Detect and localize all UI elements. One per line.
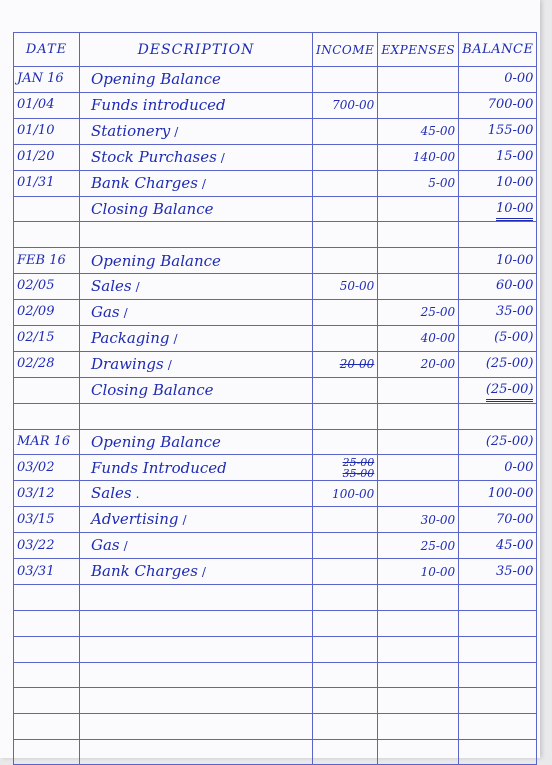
- check-tick-mark: /: [135, 279, 140, 294]
- cell-balance: [459, 636, 537, 662]
- description-text: Bank Charges: [91, 562, 198, 581]
- cell-date: 01/20: [14, 144, 80, 170]
- cell-description: [80, 403, 313, 429]
- ledger-row: [14, 144, 537, 170]
- cell-balance: [459, 273, 537, 299]
- ledger-row: [14, 455, 537, 481]
- cell-description: [80, 144, 313, 170]
- struck-income-value: 35-00: [342, 467, 375, 481]
- ledger-row: [14, 351, 537, 377]
- balance-value: 155-00: [487, 123, 534, 139]
- cell-date: [14, 688, 80, 714]
- cell-description: [80, 92, 313, 118]
- check-tick-mark: .: [135, 487, 140, 502]
- cell-income: [313, 67, 378, 93]
- description-text: [83, 226, 91, 244]
- cell-description: [80, 739, 313, 764]
- ledger-row: [14, 636, 537, 662]
- cell-date: FEB 16: [14, 248, 80, 274]
- description-text: Opening Balance: [91, 251, 221, 270]
- cell-balance: [459, 533, 537, 559]
- cell-balance: [459, 248, 537, 274]
- cell-balance: [459, 118, 537, 144]
- cell-description: [80, 507, 313, 533]
- ledger-row: [14, 688, 537, 714]
- check-tick-mark: /: [123, 539, 128, 554]
- cell-income: [313, 610, 378, 636]
- cell-income: [313, 636, 378, 662]
- balance-value: 35-00: [495, 304, 534, 320]
- description-text: Opening Balance: [91, 70, 221, 89]
- cell-date: JAN 16: [14, 67, 80, 93]
- description-text: Packaging: [91, 328, 170, 347]
- cell-income: [313, 92, 378, 118]
- cell-balance: [459, 144, 537, 170]
- cell-income: [313, 455, 378, 481]
- cell-date: [14, 377, 80, 403]
- description-text: [83, 640, 91, 658]
- cell-expenses: 10-00: [378, 559, 459, 585]
- cell-date: [14, 196, 80, 222]
- ledger-row: [14, 248, 537, 274]
- description-text: [83, 718, 91, 736]
- description-text: [83, 666, 91, 684]
- cell-description: [80, 248, 313, 274]
- cell-description: [80, 118, 313, 144]
- cell-expenses: [378, 688, 459, 714]
- ledger-row: [14, 222, 537, 248]
- cell-date: 03/22: [14, 533, 80, 559]
- cell-balance: [459, 170, 537, 196]
- ledger-row: [14, 739, 537, 764]
- cell-income: [313, 739, 378, 764]
- balance-value: 0-00: [504, 71, 534, 87]
- cell-date: 03/31: [14, 559, 80, 585]
- check-tick-mark: /: [201, 565, 206, 580]
- header-row: [14, 33, 537, 67]
- cell-description: [80, 299, 313, 325]
- ledger-row: [14, 273, 537, 299]
- cell-income: [313, 248, 378, 274]
- ledger-row: [14, 429, 537, 455]
- description-text: Drawings: [91, 354, 164, 373]
- description-text: Stock Purchases: [91, 147, 217, 166]
- balance-value: (25-00): [486, 381, 534, 402]
- description-text: Gas: [91, 536, 120, 555]
- income-value: 20-00: [339, 357, 375, 372]
- cell-date: 01/31: [14, 170, 80, 196]
- ledger-row: [14, 67, 537, 93]
- cell-balance: [459, 559, 537, 585]
- cell-balance: [459, 714, 537, 740]
- cell-description: [80, 585, 313, 611]
- cell-income: [313, 377, 378, 403]
- cell-balance: [459, 196, 537, 222]
- description-text: [83, 407, 91, 425]
- cell-date: [14, 714, 80, 740]
- description-text: Closing Balance: [91, 381, 214, 400]
- check-tick-mark: /: [123, 305, 128, 320]
- ledger-row: [14, 481, 537, 507]
- header-income: INCOME: [313, 33, 378, 67]
- cell-expenses: [378, 714, 459, 740]
- cell-description: [80, 662, 313, 688]
- cell-income: [313, 714, 378, 740]
- description-text: Stationery: [91, 121, 171, 140]
- description-text: [83, 614, 91, 632]
- cell-expenses: [378, 92, 459, 118]
- cell-expenses: 25-00: [378, 299, 459, 325]
- cell-income: [313, 559, 378, 585]
- ledger-row: [14, 714, 537, 740]
- cell-description: [80, 429, 313, 455]
- balance-value: 70-00: [495, 511, 534, 527]
- income-corrections: [343, 457, 375, 479]
- ledger-row: [14, 585, 537, 611]
- cell-description: [80, 455, 313, 481]
- cell-date: [14, 403, 80, 429]
- balance-value: 100-00: [487, 485, 534, 501]
- cell-expenses: [378, 403, 459, 429]
- cell-balance: [459, 222, 537, 248]
- cell-income: [313, 118, 378, 144]
- ledger-row: [14, 118, 537, 144]
- cell-date: [14, 222, 80, 248]
- cell-date: MAR 16: [14, 429, 80, 455]
- cell-balance: [459, 481, 537, 507]
- cell-description: [80, 273, 313, 299]
- balance-value: 10-00: [495, 175, 534, 191]
- cell-income: [313, 585, 378, 611]
- cell-expenses: [378, 222, 459, 248]
- description-text: Opening Balance: [91, 432, 221, 451]
- cell-expenses: 25-00: [378, 533, 459, 559]
- ledger-row: [14, 662, 537, 688]
- description-text: Closing Balance: [91, 199, 214, 218]
- cell-description: [80, 67, 313, 93]
- check-tick-mark: /: [220, 150, 225, 165]
- ledger-row: [14, 196, 537, 222]
- cell-description: [80, 559, 313, 585]
- cell-expenses: [378, 610, 459, 636]
- cell-description: [80, 196, 313, 222]
- cell-balance: [459, 377, 537, 403]
- cell-description: [80, 714, 313, 740]
- cell-income: [313, 481, 378, 507]
- cell-income: [313, 325, 378, 351]
- balance-value: 60-00: [495, 278, 534, 294]
- cell-expenses: 40-00: [378, 325, 459, 351]
- ledger-row: [14, 92, 537, 118]
- cell-balance: [459, 585, 537, 611]
- check-tick-mark: /: [167, 357, 172, 372]
- cell-description: [80, 610, 313, 636]
- cell-income: [313, 662, 378, 688]
- cell-expenses: [378, 455, 459, 481]
- cell-expenses: [378, 377, 459, 403]
- cell-description: [80, 351, 313, 377]
- ledger-table: [13, 32, 537, 765]
- ledger-row: [14, 507, 537, 533]
- header-expenses: EXPENSES: [378, 33, 459, 67]
- cell-description: [80, 325, 313, 351]
- cell-expenses: [378, 67, 459, 93]
- cell-description: [80, 170, 313, 196]
- cell-balance: [459, 429, 537, 455]
- cell-expenses: [378, 429, 459, 455]
- ledger-row: [14, 170, 537, 196]
- cell-income: [313, 196, 378, 222]
- income-value: 100-00: [332, 486, 375, 501]
- cell-balance: [459, 351, 537, 377]
- cell-date: 03/15: [14, 507, 80, 533]
- cell-balance: [459, 325, 537, 351]
- cell-balance: [459, 403, 537, 429]
- cell-income: [313, 170, 378, 196]
- ledger-row: [14, 533, 537, 559]
- cell-expenses: [378, 273, 459, 299]
- cell-income: [313, 299, 378, 325]
- cell-date: [14, 662, 80, 688]
- balance-value: 10-00: [495, 252, 534, 268]
- cell-expenses: 45-00: [378, 118, 459, 144]
- cell-income: [313, 351, 378, 377]
- cell-income: [313, 533, 378, 559]
- cell-date: 03/12: [14, 481, 80, 507]
- ledger-row: [14, 559, 537, 585]
- balance-value: 0-00: [504, 459, 534, 475]
- cell-expenses: [378, 585, 459, 611]
- description-text: Funds Introduced: [91, 458, 227, 477]
- cell-income: [313, 273, 378, 299]
- cell-description: [80, 222, 313, 248]
- cell-expenses: 140-00: [378, 144, 459, 170]
- ledger-row: [14, 299, 537, 325]
- cell-expenses: [378, 636, 459, 662]
- cell-date: 02/15: [14, 325, 80, 351]
- cell-date: [14, 636, 80, 662]
- cell-expenses: [378, 662, 459, 688]
- header-balance: BALANCE: [459, 33, 537, 67]
- balance-value: 10-00: [496, 200, 533, 221]
- cell-balance: [459, 455, 537, 481]
- description-text: Bank Charges: [91, 173, 198, 192]
- ledger-row: [14, 610, 537, 636]
- cell-description: [80, 688, 313, 714]
- ledger-body: [14, 67, 537, 765]
- header-date: DATE: [14, 33, 80, 67]
- balance-value: (25-00): [485, 356, 534, 372]
- cell-balance: [459, 739, 537, 764]
- balance-value: (5-00): [494, 330, 534, 346]
- description-text: Sales: [91, 276, 132, 295]
- cell-date: 03/02: [14, 455, 80, 481]
- header-description: DESCRIPTION: [80, 33, 313, 67]
- check-tick-mark: /: [173, 331, 178, 346]
- cell-description: [80, 481, 313, 507]
- struck-income-value: 25-00: [342, 456, 375, 470]
- description-text: Advertising: [91, 510, 179, 529]
- balance-value: 700-00: [487, 97, 534, 113]
- description-text: Sales: [91, 484, 132, 503]
- ledger-row: [14, 325, 537, 351]
- cell-expenses: 5-00: [378, 170, 459, 196]
- cell-balance: [459, 688, 537, 714]
- balance-value: 45-00: [495, 537, 534, 553]
- description-text: [83, 589, 91, 607]
- income-value: 50-00: [339, 279, 375, 294]
- cell-date: [14, 585, 80, 611]
- cell-expenses: [378, 248, 459, 274]
- cell-income: [313, 403, 378, 429]
- cell-date: 02/09: [14, 299, 80, 325]
- cell-income: [313, 688, 378, 714]
- cell-expenses: 20-00: [378, 351, 459, 377]
- cell-balance: [459, 299, 537, 325]
- balance-value: (25-00): [485, 433, 534, 449]
- cell-expenses: [378, 196, 459, 222]
- balance-value: 35-00: [495, 563, 534, 579]
- description-text: Gas: [91, 302, 120, 321]
- ledger-row: [14, 377, 537, 403]
- cell-description: [80, 636, 313, 662]
- cell-description: [80, 377, 313, 403]
- ledger-row: [14, 403, 537, 429]
- cell-description: [80, 533, 313, 559]
- cell-income: [313, 222, 378, 248]
- check-tick-mark: /: [201, 176, 206, 191]
- cell-balance: [459, 92, 537, 118]
- cell-date: [14, 739, 80, 764]
- check-tick-mark: /: [174, 124, 179, 139]
- cell-date: [14, 610, 80, 636]
- description-text: [83, 692, 91, 710]
- check-tick-mark: /: [182, 513, 187, 528]
- cell-balance: [459, 610, 537, 636]
- description-text: Funds introduced: [91, 96, 226, 115]
- cell-expenses: [378, 739, 459, 764]
- cell-balance: [459, 67, 537, 93]
- cell-date: 02/28: [14, 351, 80, 377]
- cell-income: [313, 144, 378, 170]
- income-value: 700-00: [332, 98, 375, 113]
- cell-date: 02/05: [14, 273, 80, 299]
- cell-date: 01/04: [14, 92, 80, 118]
- cell-balance: [459, 507, 537, 533]
- cell-income: [313, 429, 378, 455]
- description-text: [83, 743, 91, 761]
- balance-value: 15-00: [495, 149, 534, 165]
- cell-income: [313, 507, 378, 533]
- cell-expenses: 30-00: [378, 507, 459, 533]
- cell-expenses: [378, 481, 459, 507]
- cell-date: 01/10: [14, 118, 80, 144]
- cell-balance: [459, 662, 537, 688]
